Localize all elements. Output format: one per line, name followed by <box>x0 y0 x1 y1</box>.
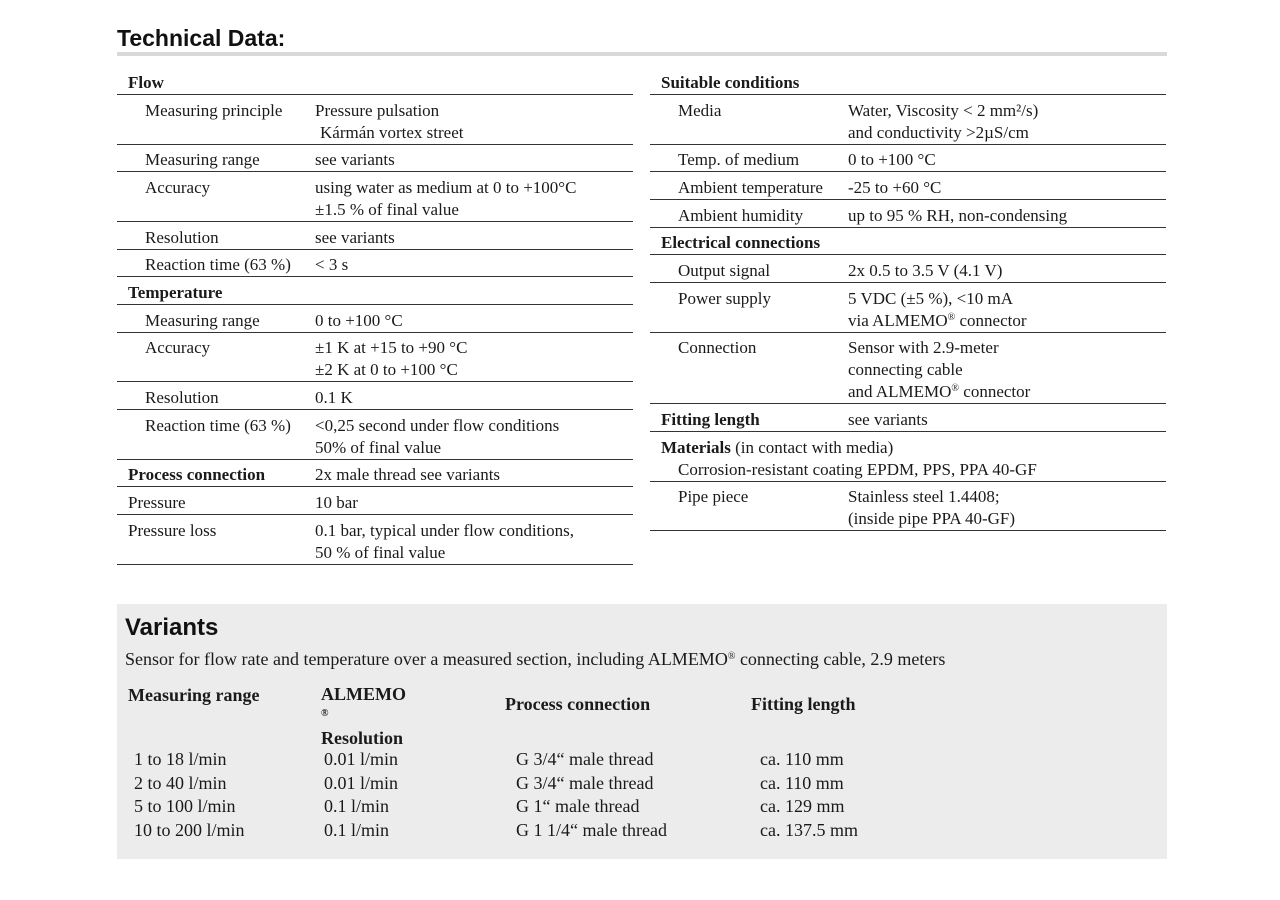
media-label: Media <box>678 101 722 120</box>
temp-medium-row <box>650 149 1166 172</box>
cell-fitting: ca. 129 mm <box>760 796 845 816</box>
flow-resolution-row <box>117 227 633 250</box>
temp-measuring-range-value: 0 to +100 °C <box>315 311 403 330</box>
electrical-heading-row <box>650 232 1166 255</box>
temp-medium-label: Temp. of medium <box>678 150 800 169</box>
temp-measuring-range-row <box>117 310 633 333</box>
ambient-temp-value: -25 to +60 °C <box>848 178 942 197</box>
flow-accuracy-row <box>117 177 633 222</box>
connection-label: Connection <box>678 338 757 357</box>
flow-reaction-time-label: Reaction time (63 %) <box>145 255 291 274</box>
materials-heading: Materials (in contact with media) <box>661 438 894 457</box>
variants-title: Variants <box>125 614 219 641</box>
ambient-humidity-label: Ambient humidity <box>678 206 804 225</box>
cell-resolution: 0.01 l/min <box>324 773 399 793</box>
temp-reaction-time-label: Reaction time (63 %) <box>145 416 291 435</box>
suitable-heading: Suitable conditions <box>661 73 800 92</box>
cell-process: G 1 1/4“ male thread <box>516 820 667 840</box>
header-almemo-resolution: ALMEMO ® Resolution <box>321 684 406 748</box>
variants-description: Sensor for flow rate and temperature over a measured section, including ALMEMO® connecting cable, 2.9 meters <box>125 649 946 669</box>
fitting-length-row <box>650 409 1166 432</box>
electrical-heading: Electrical connections <box>661 233 821 252</box>
temp-resolution-label: Resolution <box>145 388 219 407</box>
materials-value: Corrosion-resistant coating EPDM, PPS, PPA 40-GF <box>678 460 1037 479</box>
temperature-heading-row <box>117 282 633 305</box>
pressure-loss-row <box>117 520 633 565</box>
output-signal-label: Output signal <box>678 261 771 280</box>
ambient-humidity-value: up to 95 % RH, non-condensing <box>848 206 1068 225</box>
pressure-value: 10 bar <box>315 493 358 512</box>
connection-value: Sensor with 2.9-meter connecting cable and ALMEMO® connector <box>848 338 1031 401</box>
materials-row <box>650 437 1166 482</box>
header-process-connection: Process connection <box>505 694 651 714</box>
flow-measuring-principle-value: Pressure pulsation Kármán vortex street <box>315 101 464 142</box>
process-connection-row <box>117 464 633 487</box>
temp-medium-value: 0 to +100 °C <box>848 150 936 169</box>
fitting-length-value: see variants <box>848 410 928 429</box>
table-row <box>117 749 1167 773</box>
cell-fitting: ca. 137.5 mm <box>760 820 858 840</box>
media-row <box>650 100 1166 145</box>
flow-accuracy-label: Accuracy <box>145 178 211 197</box>
flow-measuring-principle-row <box>117 100 633 145</box>
cell-resolution: 0.1 l/min <box>324 796 390 816</box>
page-title: Technical Data: <box>117 25 286 51</box>
flow-reaction-time-value: < 3 s <box>315 255 349 274</box>
output-signal-row <box>650 260 1166 283</box>
temp-accuracy-label: Accuracy <box>145 338 211 357</box>
flow-heading-row <box>117 72 633 95</box>
cell-resolution: 0.1 l/min <box>324 820 390 840</box>
variants-panel <box>117 604 1167 859</box>
media-value: Water, Viscosity < 2 mm²/s) and conductivity >2µS/cm <box>848 101 1039 142</box>
power-supply-value: 5 VDC (±5 %), <10 mA via ALMEMO® connector <box>848 289 1027 330</box>
temp-reaction-time-row <box>117 415 633 460</box>
connection-row <box>650 337 1166 404</box>
temp-accuracy-row <box>117 337 633 382</box>
flow-measuring-range-value: see variants <box>315 150 395 169</box>
cell-process: G 3/4“ male thread <box>516 773 654 793</box>
cell-fitting: ca. 110 mm <box>760 773 844 793</box>
pressure-loss-label: Pressure loss <box>128 521 217 540</box>
ambient-temp-label: Ambient temperature <box>678 178 823 197</box>
temp-accuracy-value: ±1 K at +15 to +90 °C ±2 K at 0 to +100 °C <box>315 338 468 379</box>
process-connection-value: 2x male thread see variants <box>315 465 501 484</box>
cell-fitting: ca. 110 mm <box>760 749 844 769</box>
temp-resolution-row <box>117 387 633 410</box>
pressure-row <box>117 492 633 515</box>
power-supply-row <box>650 288 1166 333</box>
pipe-piece-label: Pipe piece <box>678 487 749 506</box>
table-row <box>117 796 1167 820</box>
flow-measuring-range-label: Measuring range <box>145 150 260 169</box>
flow-resolution-value: see variants <box>315 228 395 247</box>
temperature-heading: Temperature <box>128 283 223 302</box>
ambient-humidity-row <box>650 205 1166 228</box>
cell-process: G 1“ male thread <box>516 796 640 816</box>
process-connection-label: Process connection <box>128 465 266 484</box>
cell-resolution: 0.01 l/min <box>324 749 399 769</box>
flow-heading: Flow <box>128 73 164 92</box>
table-row <box>117 820 1167 844</box>
flow-reaction-time-row <box>117 254 633 277</box>
output-signal-value: 2x 0.5 to 3.5 V (4.1 V) <box>848 261 1003 280</box>
header-measuring-range: Measuring range <box>128 685 260 705</box>
flow-accuracy-value: using water as medium at 0 to +100°C ±1.5 % of final value <box>315 178 577 219</box>
pressure-loss-value: 0.1 bar, typical under flow conditions, 50 % of final value <box>315 521 574 562</box>
cell-process: G 3/4“ male thread <box>516 749 654 769</box>
temp-resolution-value: 0.1 K <box>315 388 353 407</box>
pipe-piece-value: Stainless steel 1.4408; (inside pipe PPA 40-GF) <box>848 487 1016 528</box>
cell-range: 10 to 200 l/min <box>134 820 245 840</box>
header-fitting-length: Fitting length <box>751 694 856 714</box>
ambient-temp-row <box>650 177 1166 200</box>
cell-range: 2 to 40 l/min <box>134 773 227 793</box>
pressure-label: Pressure <box>128 493 186 512</box>
fitting-length-label: Fitting length <box>661 410 760 429</box>
suitable-heading-row <box>650 72 1166 95</box>
flow-measuring-range-row <box>117 149 633 172</box>
pipe-piece-row <box>650 486 1166 531</box>
cell-range: 5 to 100 l/min <box>134 796 236 816</box>
title-rule <box>117 52 1167 56</box>
flow-measuring-principle-label: Measuring principle <box>145 101 283 120</box>
flow-resolution-label: Resolution <box>145 228 219 247</box>
temp-measuring-range-label: Measuring range <box>145 311 260 330</box>
power-supply-label: Power supply <box>678 289 772 308</box>
cell-range: 1 to 18 l/min <box>134 749 227 769</box>
temp-reaction-time-value: <0,25 second under flow conditions 50% of final value <box>315 416 560 457</box>
table-row <box>117 773 1167 797</box>
